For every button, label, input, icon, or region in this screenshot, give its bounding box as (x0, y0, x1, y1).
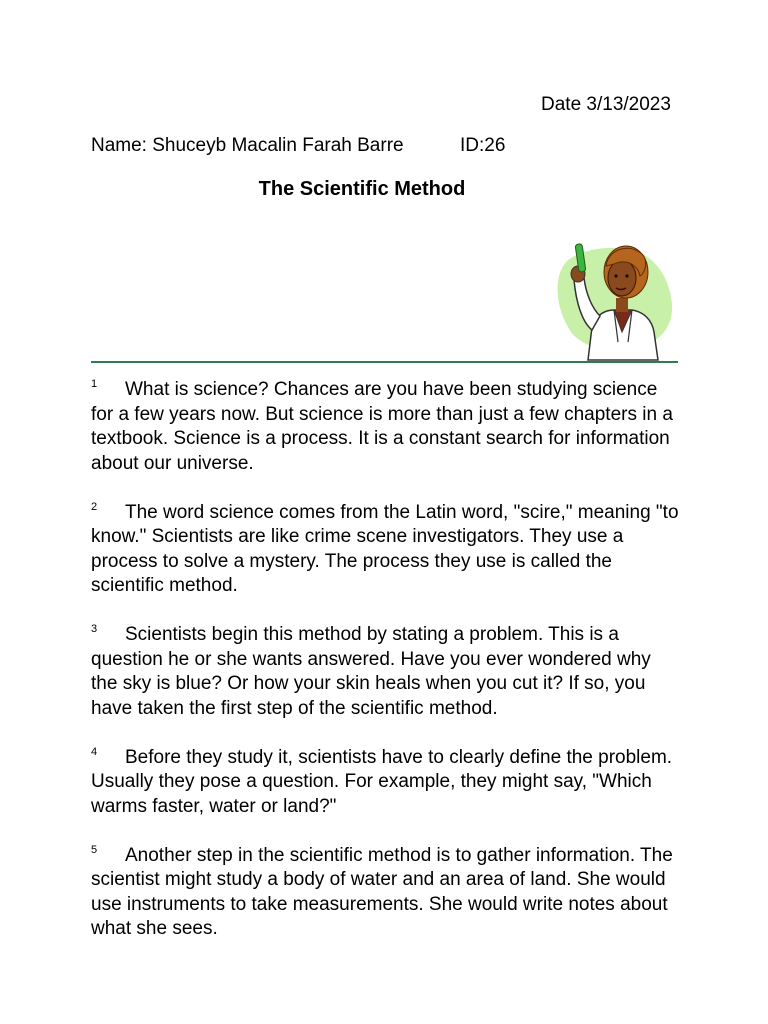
paragraph-text: Scientists begin this method by stating a problem. This is a question he or she wants answered. Have you ever wondered why the sky is blue? Or how your skin heals when you cut it? If so, you have taken the first step of the scientific method. (91, 624, 651, 719)
student-id: ID:26 (460, 135, 506, 156)
paragraph-number: 5 (91, 843, 98, 856)
paragraph-number: 3 (91, 623, 98, 635)
student-name: Name: Shuceyb Macalin Farah Barre (91, 135, 404, 156)
paragraph-text: The word science comes from the Latin word, "scire," meaning "to know." Scientists are like crime scene investigators. They use a process to solve a mystery. The process they use is called the scientific method. (91, 501, 679, 596)
date-line: Date 3/13/2023 (541, 94, 671, 115)
paragraph-text: What is science? Chances are you have been studying science for a few years now. But science is more than just a few chapters in a textbook. Science is a process. It is a constant search for information about our universe. (91, 379, 673, 474)
paragraph-text: Another step in the scientific method is to gather information. The scientist might study a body of water and an area of land. She would use instruments to take measurements. She would write notes about what she sees. (91, 844, 673, 939)
paragraph-3 (91, 623, 681, 721)
paragraph-1 (91, 378, 681, 476)
divider-line (91, 361, 678, 363)
scientist-clipart-icon (548, 232, 678, 362)
paragraph-number: 1 (91, 378, 98, 390)
paragraph-number: 2 (91, 500, 98, 513)
paragraph-4 (91, 746, 681, 820)
clipart-face (608, 260, 636, 296)
name-id-line (91, 135, 506, 157)
body-text (91, 378, 681, 966)
paragraph-2 (91, 501, 681, 599)
page-title: The Scientific Method (258, 178, 466, 200)
paragraph-5 (91, 844, 681, 942)
paragraph-text: Before they study it, scientists have to clearly define the problem. Usually they pose a question. For example, they might say, "Which warms faster, water or land?" (91, 746, 673, 817)
paragraph-number: 4 (91, 745, 98, 758)
